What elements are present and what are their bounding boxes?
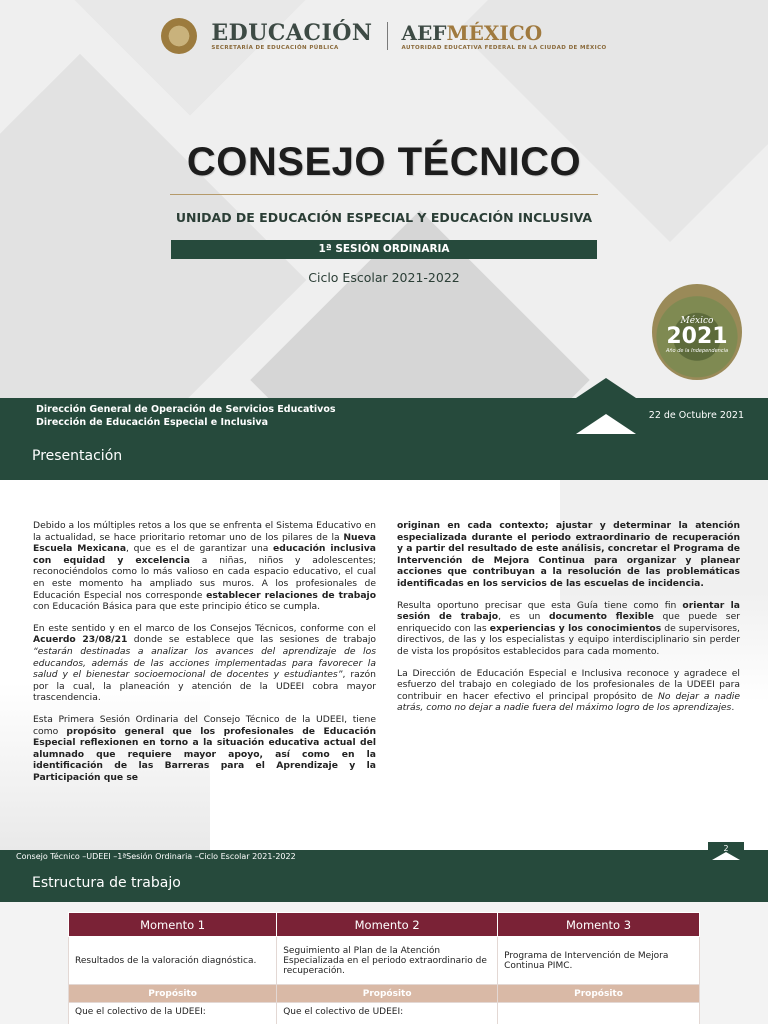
text-run: , razón por la cual, la planeación y atención de la UDEEI cobra mayor trascendencia. xyxy=(33,669,376,704)
text-run-bold: experiencias y los conocimientos xyxy=(489,622,662,634)
text-run-bold: Nueva Escuela Mexicana xyxy=(33,531,376,555)
text-run: . xyxy=(731,702,735,714)
text-run-italic: No dejar a nadie atrás, como no dejar a nadie fuera del máximo logro de los aprendizajes xyxy=(397,690,741,714)
text-run: , que es el de garantizar una xyxy=(126,543,274,555)
bar-triangle xyxy=(576,414,636,434)
text-run-bold: educación inclusiva con equidad y excelencia xyxy=(33,543,376,566)
aef-logo-text xyxy=(402,21,607,45)
table-cell: Seguimiento al Plan de la Atención Especializada en el periodo extraordinario de recuperación. xyxy=(277,937,498,985)
page-title: CONSEJO TÉCNICO xyxy=(186,140,582,184)
aef-logo-subtext: AUTORIDAD EDUCATIVA FEDERAL EN LA CIUDAD DE MÉXICO xyxy=(401,45,607,51)
paragraph xyxy=(33,623,376,704)
national-seal-icon xyxy=(161,18,197,54)
page-number-triangle xyxy=(712,852,740,860)
text-run: Resulta oportuno precisar que esta Guía tiene como fin xyxy=(397,599,683,611)
background-facet xyxy=(250,210,589,398)
table-cell: Resultados de la valoración diagnóstica. xyxy=(69,937,277,985)
structure-page xyxy=(0,866,768,1024)
paragraph xyxy=(397,520,740,590)
paragraph xyxy=(33,714,376,784)
cover-page xyxy=(0,0,768,398)
table-cell: Propósito xyxy=(277,985,498,1003)
column-header: Momento 3 xyxy=(498,913,700,937)
text-run: que puede ser enriquecido con las xyxy=(397,611,740,634)
text-run: , es un xyxy=(498,611,549,623)
footer-text: Consejo Técnico –UDEEI –1ªSesión Ordinaria –Ciclo Escolar 2021-2022 xyxy=(16,852,296,861)
text-run-bold: establecer relaciones de trabajo xyxy=(206,589,377,601)
logo-divider xyxy=(387,22,388,50)
section-title: Estructura de trabajo xyxy=(32,875,181,891)
table-row-proposito xyxy=(69,985,700,1003)
school-cycle: Ciclo Escolar 2021-2022 xyxy=(308,270,460,285)
text-run-bold: originan en cada contexto; ajustar y determinar la atención especializada durante el periodo extraordinario de recuperación y a partir del resultado de este análisis, concretar el Programa de Intervención de Mejora Continua para organizar y planear acciones que contribuyan a la resolución de las problemáticas identificadas en los servicios de las escuelas de incidencia. xyxy=(397,520,740,589)
emblem-mexico: México xyxy=(680,316,714,326)
sep-logo-text: EDUCACIÓN xyxy=(211,20,373,46)
sep-logo-subtext: SECRETARÍA DE EDUCACIÓN PÚBLICA xyxy=(211,45,339,51)
table-cell xyxy=(498,1003,700,1024)
logo-row xyxy=(0,18,768,54)
aef-logo-mexico: MÉXICO xyxy=(446,21,543,45)
aef-logo-aef: AEF xyxy=(401,21,447,45)
department-line-1: Dirección General de Operación de Servicios Educativos xyxy=(36,404,336,415)
moments-table xyxy=(68,912,700,1024)
cover-subtitle: UNIDAD DE EDUCACIÓN ESPECIAL Y EDUCACIÓN INCLUSIVA xyxy=(175,210,593,225)
page-number xyxy=(708,842,744,866)
department-names xyxy=(36,403,336,429)
page-footer-bar xyxy=(0,844,768,866)
table-cell: Que el colectivo de UDEEI: xyxy=(277,1003,498,1024)
background-facet xyxy=(0,54,306,398)
text-run-bold: orientar la sesión de trabajo xyxy=(397,599,740,623)
bar-notch xyxy=(576,378,636,398)
sep-logo xyxy=(211,21,372,51)
text-run: En este sentido y en el marco de los Consejos Técnicos, conforme con el xyxy=(33,622,376,634)
presentation-page xyxy=(0,434,768,850)
text-run: Debido a los múltiples retos a los que se enfrenta el Sistema Educativo en la actualidad, se hace prioritario retomar uno de los pilares de la xyxy=(33,520,376,543)
cover-footer-bar xyxy=(0,398,768,434)
department-line-2: Dirección de Educación Especial e Inclusiva xyxy=(36,417,268,428)
emblem-year: 2021 xyxy=(666,324,728,349)
section-header xyxy=(0,434,768,480)
paragraph xyxy=(397,600,740,658)
session-banner: 1ª SESIÓN ORDINARIA xyxy=(171,240,597,259)
emblem-text xyxy=(652,316,742,354)
table-cell: Que el colectivo de la UDEEI: xyxy=(69,1003,277,1024)
text-run: a niñas, niños y adolescentes; reconociéndolos como lo más valioso en cada espacio educativo, el cual en este momento ha ampliado sus muros. A los profesionales de Educación Especial nos corresponde xyxy=(33,554,376,601)
title-rule xyxy=(170,194,598,195)
text-run: con Educación Básica para que este principio ético se cumpla. xyxy=(33,601,321,613)
table-header-row xyxy=(69,913,700,937)
table-cell: Propósito xyxy=(498,985,700,1003)
table-cell: Propósito xyxy=(69,985,277,1003)
table-row xyxy=(69,1003,700,1024)
text-run: donde se establece que las sesiones de trabajo xyxy=(127,634,376,646)
cover-date: 22 de Octubre 2021 xyxy=(648,410,744,421)
text-run: de supervisores, directivos, de las y los especialistas y equipo interdisciplinario sin perder de vista los propósitos establecidos para cada momento. xyxy=(397,622,740,657)
page-number-label: 2 xyxy=(723,844,729,853)
text-run: Esta Primera Sesión Ordinaria del Consejo Técnico de la UDEEI, tiene como xyxy=(33,713,376,737)
paragraph xyxy=(397,668,740,714)
section-title: Presentación xyxy=(32,448,123,464)
mexico-2021-emblem-icon xyxy=(652,284,742,380)
text-column-right xyxy=(397,520,740,724)
text-run: La Dirección de Educación Especial e Inclusiva reconoce y agradece el esfuerzo del trabajo en colegiado de los profesionales de la UDEEI para contribuir en hacer efectivo el principal propósito de xyxy=(397,667,740,702)
emblem-caption: Año de la Independencia xyxy=(665,348,729,354)
text-run-italic: “estarán destinadas a analizar los avances del aprendizaje de los educandos, además de las acciones implementadas para favorecer la salud y el bienestar socioemocional de docentes y estudiantes” xyxy=(33,645,376,681)
aef-logo xyxy=(402,21,607,51)
paragraph xyxy=(33,520,376,613)
text-run-bold: documento flexible xyxy=(548,611,654,623)
text-run-bold: propósito general que los profesionales de Educación Especial reflexionen en torno a la situación educativa actual del alumnado que requiere mayor apoyo, así como en la identificación de las Barreras para el Aprendizaje y la Participación que se xyxy=(33,725,376,783)
column-header: Momento 2 xyxy=(277,913,498,937)
table-row xyxy=(69,937,700,985)
text-column-left xyxy=(33,520,376,793)
column-header: Momento 1 xyxy=(69,913,277,937)
text-run-bold: Acuerdo 23/08/21 xyxy=(33,634,128,646)
table-cell: Programa de Intervención de Mejora Continua PIMC. xyxy=(498,937,700,985)
section-header xyxy=(0,866,768,902)
